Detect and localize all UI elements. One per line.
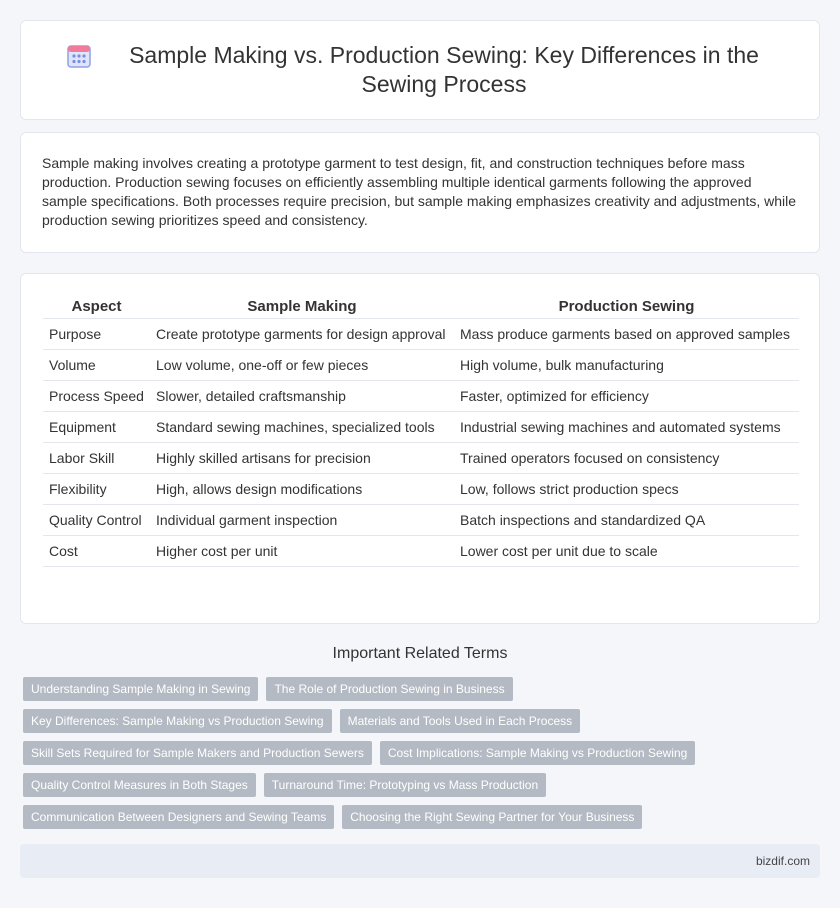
table-row	[43, 349, 799, 380]
table-cell-sample: Standard sewing machines, specialized tools	[150, 411, 454, 442]
table-row	[43, 504, 799, 535]
table-cell-aspect: Process Speed	[43, 380, 150, 411]
related-term-link[interactable]: Skill Sets Required for Sample Makers and Production Sewers	[23, 741, 372, 765]
table-cell-sample: Low volume, one-off or few pieces	[150, 349, 454, 380]
table-cell-aspect: Labor Skill	[43, 442, 150, 473]
table-cell-production: Mass produce garments based on approved samples	[454, 318, 799, 349]
intro-card	[20, 132, 820, 253]
table-row	[43, 411, 799, 442]
table-cell-aspect: Quality Control	[43, 504, 150, 535]
table-cell-sample: Higher cost per unit	[150, 535, 454, 566]
related-terms-row	[23, 677, 803, 701]
table-row	[43, 318, 799, 349]
table-cell-production: Trained operators focused on consistency	[454, 442, 799, 473]
table-cell-aspect: Purpose	[43, 318, 150, 349]
related-term-link[interactable]: The Role of Production Sewing in Business	[266, 677, 512, 701]
related-terms-list	[23, 677, 803, 837]
page-title: Sample Making vs. Production Sewing: Key Differences in the Sewing Process	[129, 42, 759, 97]
column-header-sample-making: Sample Making	[150, 294, 454, 318]
related-terms-row	[23, 741, 803, 765]
related-terms-row	[23, 773, 803, 797]
related-term-link[interactable]: Communication Between Designers and Sewing Teams	[23, 805, 334, 829]
table-cell-aspect: Equipment	[43, 411, 150, 442]
table-cell-sample: Individual garment inspection	[150, 504, 454, 535]
column-header-aspect: Aspect	[43, 294, 150, 318]
table-cell-aspect: Cost	[43, 535, 150, 566]
related-term-link[interactable]: Quality Control Measures in Both Stages	[23, 773, 256, 797]
table-cell-production: Batch inspections and standardized QA	[454, 504, 799, 535]
related-term-link[interactable]: Materials and Tools Used in Each Process	[340, 709, 581, 733]
related-term-link[interactable]: Choosing the Right Sewing Partner for Your Business	[342, 805, 642, 829]
table-cell-production: High volume, bulk manufacturing	[454, 349, 799, 380]
comparison-table	[43, 294, 799, 567]
table-row	[43, 473, 799, 504]
footer-bar	[20, 844, 820, 878]
table-cell-production: Faster, optimized for efficiency	[454, 380, 799, 411]
table-cell-aspect: Volume	[43, 349, 150, 380]
intro-paragraph: Sample making involves creating a prototype garment to test design, fit, and construction techniques before mass production. Production sewing focuses on efficiently assembling multiple identical garments following the approved sample specifications. Both processes require precision, but sample making emphasizes creativity and adjustments, while production sewing prioritizes speed and consistency.	[42, 155, 797, 228]
footer-brand[interactable]: bizdif.com	[755, 854, 810, 868]
table-row	[43, 442, 799, 473]
related-term-link[interactable]: Turnaround Time: Prototyping vs Mass Production	[264, 773, 546, 797]
title-card	[20, 20, 820, 120]
table-row	[43, 380, 799, 411]
table-header-row	[43, 294, 799, 318]
table-cell-production: Industrial sewing machines and automated systems	[454, 411, 799, 442]
related-terms-row	[23, 805, 803, 829]
table-row	[43, 535, 799, 566]
column-header-production-sewing: Production Sewing	[454, 294, 799, 318]
table-cell-sample: High, allows design modifications	[150, 473, 454, 504]
related-term-link[interactable]: Key Differences: Sample Making vs Production Sewing	[23, 709, 332, 733]
table-cell-production: Low, follows strict production specs	[454, 473, 799, 504]
related-terms-row	[23, 709, 803, 733]
related-term-link[interactable]: Cost Implications: Sample Making vs Production Sewing	[380, 741, 695, 765]
table-cell-sample: Slower, detailed craftsmanship	[150, 380, 454, 411]
related-term-link[interactable]: Understanding Sample Making in Sewing	[23, 677, 258, 701]
title-wrap	[66, 41, 774, 99]
table-cell-production: Lower cost per unit due to scale	[454, 535, 799, 566]
table-cell-sample: Create prototype garments for design approval	[150, 318, 454, 349]
table-cell-aspect: Flexibility	[43, 473, 150, 504]
comparison-table-card	[20, 273, 820, 624]
calendar-icon	[66, 43, 92, 69]
related-terms-heading: Important Related Terms	[332, 645, 508, 662]
table-cell-sample: Highly skilled artisans for precision	[150, 442, 454, 473]
